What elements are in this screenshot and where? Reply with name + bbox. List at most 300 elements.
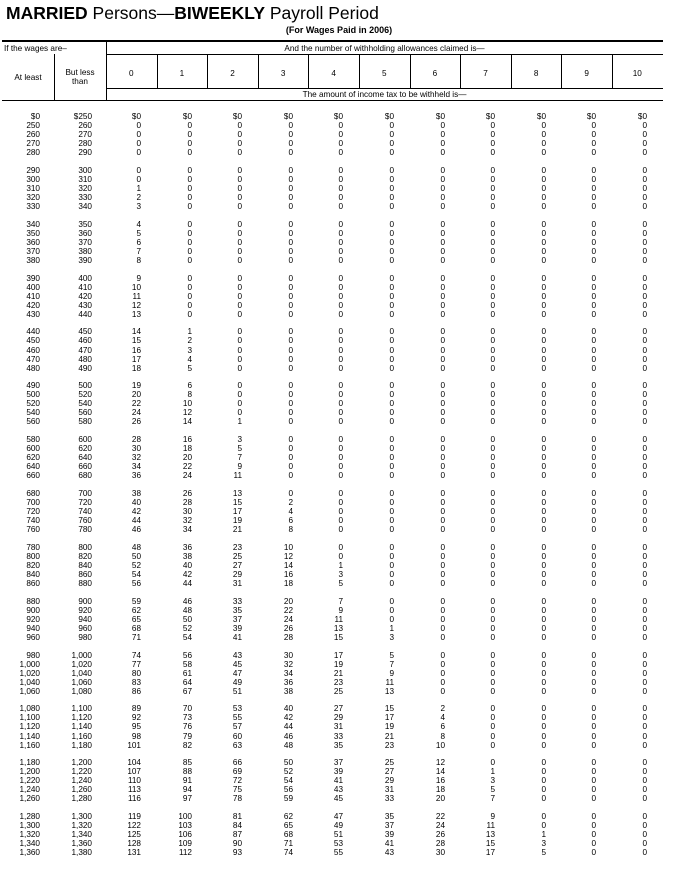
cell-at-least: 300 xyxy=(26,174,40,184)
cell-tax-3: 48 xyxy=(283,740,293,750)
cell-tax-0: 86 xyxy=(131,686,141,696)
cell-tax-7: 0 xyxy=(490,291,495,301)
cell-tax-7: 0 xyxy=(490,471,495,481)
cell-tax-8: 0 xyxy=(541,444,546,454)
cell-tax-3: 0 xyxy=(288,488,293,498)
cell-tax-6: 0 xyxy=(440,399,445,409)
cell-tax-5: 0 xyxy=(389,417,394,427)
cell-tax-5: 0 xyxy=(389,444,394,454)
cell-tax-6: 0 xyxy=(440,309,445,319)
cell-tax-6: 0 xyxy=(440,435,445,445)
cell-at-least: 1,040 xyxy=(19,677,40,687)
cell-tax-2: 39 xyxy=(232,623,242,633)
cell-tax-3: 36 xyxy=(283,677,293,687)
cell-tax-0: 42 xyxy=(131,507,141,517)
cell-but-less-than: 460 xyxy=(78,336,92,346)
cell-tax-3: 0 xyxy=(288,300,293,310)
cell-tax-0: 98 xyxy=(131,731,141,741)
cell-but-less-than: 1,360 xyxy=(71,839,92,849)
cell-tax-5: 0 xyxy=(389,130,394,140)
cell-tax-4: 39 xyxy=(333,767,343,777)
cell-tax-2: 23 xyxy=(232,542,242,552)
cell-tax-1: 109 xyxy=(178,839,192,849)
cell-tax-4: 29 xyxy=(333,713,343,723)
cell-tax-8: 0 xyxy=(541,596,546,606)
allowance-header-0: 0 xyxy=(129,69,134,78)
cell-tax-3: 28 xyxy=(283,632,293,642)
cell-but-less-than: 290 xyxy=(78,148,92,158)
cell-tax-6: 0 xyxy=(440,614,445,624)
cell-tax-3: 0 xyxy=(288,228,293,238)
cell-tax-7: 0 xyxy=(490,165,495,175)
cell-but-less-than: 1,320 xyxy=(71,821,92,831)
table-row xyxy=(0,166,678,175)
cell-tax-6: 0 xyxy=(440,148,445,158)
cell-tax-8: 0 xyxy=(541,336,546,346)
cell-tax-9: 0 xyxy=(591,614,596,624)
cell-tax-5: 0 xyxy=(389,596,394,606)
cell-tax-9: 0 xyxy=(591,193,596,202)
cell-tax-0: 15 xyxy=(131,336,141,346)
cell-tax-9: 0 xyxy=(591,686,596,696)
cell-tax-3: 8 xyxy=(288,525,293,535)
cell-tax-5: 0 xyxy=(389,174,394,184)
cell-tax-10: 0 xyxy=(642,444,647,454)
cell-tax-7: 0 xyxy=(490,202,495,212)
cell-tax-4: 0 xyxy=(338,498,343,507)
cell-tax-0: 30 xyxy=(131,444,141,454)
cell-tax-5: 0 xyxy=(389,148,394,158)
cell-tax-6: 0 xyxy=(440,183,445,193)
cell-tax-3: 38 xyxy=(283,686,293,696)
table-row xyxy=(0,462,678,471)
cell-but-less-than: 640 xyxy=(78,453,92,463)
cell-tax-8: 0 xyxy=(541,417,546,427)
table-row xyxy=(0,669,678,678)
table-row xyxy=(0,435,678,444)
cell-tax-10: 0 xyxy=(642,228,647,238)
cell-tax-0: 19 xyxy=(131,381,141,391)
cell-tax-9: 0 xyxy=(591,758,596,768)
table-row xyxy=(0,722,678,731)
cell-tax-4: 1 xyxy=(338,560,343,570)
cell-tax-8: 0 xyxy=(541,525,546,535)
cell-tax-5: 0 xyxy=(389,255,394,265)
allowance-header-10: 10 xyxy=(632,69,642,78)
cell-tax-8: 0 xyxy=(541,677,546,687)
cell-tax-2: 0 xyxy=(237,390,242,400)
cell-tax-7: 0 xyxy=(490,596,495,606)
cell-tax-10: 0 xyxy=(642,812,647,822)
cell-tax-7: 0 xyxy=(490,444,495,454)
cell-tax-4: 0 xyxy=(338,291,343,301)
cell-tax-2: 3 xyxy=(237,435,242,445)
cell-tax-3: 0 xyxy=(288,417,293,427)
table-row xyxy=(0,615,678,624)
cell-tax-4: 0 xyxy=(338,174,343,184)
cell-tax-1: 0 xyxy=(187,255,192,265)
cell-tax-2: 33 xyxy=(232,596,242,606)
cell-tax-9: 0 xyxy=(591,560,596,570)
cell-tax-1: 0 xyxy=(187,282,192,292)
cell-but-less-than: 560 xyxy=(78,408,92,418)
cell-tax-3: 46 xyxy=(283,731,293,741)
cell-but-less-than: 390 xyxy=(78,255,92,265)
cell-at-least: 1,100 xyxy=(19,713,40,723)
cell-tax-9: 0 xyxy=(591,202,596,212)
cell-tax-0: 59 xyxy=(131,596,141,606)
cell-tax-5: 11 xyxy=(385,677,394,687)
cell-but-less-than: 940 xyxy=(78,614,92,624)
cell-tax-4: 0 xyxy=(338,399,343,409)
cell-tax-0: 110 xyxy=(127,776,141,786)
cell-tax-9: 0 xyxy=(591,237,596,247)
cell-tax-0: 71 xyxy=(131,632,141,642)
cell-tax-7: 0 xyxy=(490,542,495,552)
cell-tax-4: 0 xyxy=(338,435,343,445)
cell-tax-7: 0 xyxy=(490,713,495,723)
cell-tax-7: 0 xyxy=(490,139,495,149)
cell-tax-2: 0 xyxy=(237,255,242,265)
cell-at-least: 900 xyxy=(26,605,40,615)
cell-tax-9: 0 xyxy=(591,327,596,337)
cell-tax-10: 0 xyxy=(642,704,647,714)
cell-but-less-than: 860 xyxy=(78,569,92,579)
cell-tax-4: 15 xyxy=(333,632,343,642)
allowance-divider xyxy=(359,54,360,88)
cell-tax-2: 21 xyxy=(232,525,242,535)
cell-tax-2: 47 xyxy=(232,668,242,678)
cell-tax-10: 0 xyxy=(642,839,647,849)
cell-tax-10: 0 xyxy=(642,183,647,193)
cell-tax-1: 0 xyxy=(187,219,192,229)
cell-at-least: 440 xyxy=(26,327,40,337)
wages-label: If the wages are– xyxy=(4,44,67,53)
cell-tax-3: 20 xyxy=(283,596,293,606)
table-row xyxy=(0,381,678,390)
cell-but-less-than: 600 xyxy=(78,435,92,445)
cell-tax-7: 11 xyxy=(486,821,495,831)
cell-tax-0: 68 xyxy=(131,623,141,633)
cell-tax-7: 0 xyxy=(490,336,495,346)
cell-tax-3: 59 xyxy=(283,794,293,804)
table-row xyxy=(0,256,678,265)
table-row xyxy=(0,238,678,247)
cell-but-less-than: 1,060 xyxy=(71,677,92,687)
cell-tax-1: 70 xyxy=(182,704,192,714)
cell-tax-10: 0 xyxy=(642,273,647,283)
cell-tax-0: 22 xyxy=(131,399,141,409)
cell-tax-2: 0 xyxy=(237,309,242,319)
cell-tax-10: 0 xyxy=(642,542,647,552)
cell-at-least: 580 xyxy=(26,435,40,445)
cell-tax-7: 0 xyxy=(490,525,495,535)
cell-tax-3: 0 xyxy=(288,121,293,131)
cell-tax-9: 0 xyxy=(591,596,596,606)
cell-tax-5: 0 xyxy=(389,202,394,212)
cell-tax-7: 1 xyxy=(490,767,495,777)
cell-tax-10: 0 xyxy=(642,794,647,804)
allowance-divider xyxy=(207,54,208,88)
allowance-divider xyxy=(308,54,309,88)
allowance-divider xyxy=(460,54,461,88)
cell-tax-4: 53 xyxy=(333,839,343,849)
cell-tax-7: 15 xyxy=(485,839,495,849)
cell-tax-1: 61 xyxy=(182,668,192,678)
allowance-divider xyxy=(612,54,613,88)
cell-tax-7: 0 xyxy=(490,605,495,615)
cell-tax-2: 15 xyxy=(232,498,242,507)
cell-tax-10: 0 xyxy=(642,345,647,355)
header-rule-1 xyxy=(106,54,663,55)
table-row xyxy=(0,687,678,696)
cell-but-less-than: 820 xyxy=(78,551,92,561)
cell-at-least: 480 xyxy=(26,363,40,373)
header-divider-wages xyxy=(54,54,55,100)
cell-but-less-than: 330 xyxy=(78,193,92,202)
cell-tax-10: 0 xyxy=(642,336,647,346)
cell-tax-10: 0 xyxy=(642,327,647,337)
table-row xyxy=(0,767,678,776)
cell-tax-8: 0 xyxy=(541,237,546,247)
cell-but-less-than: 1,000 xyxy=(71,650,92,660)
table-row xyxy=(0,678,678,687)
cell-at-least: 400 xyxy=(26,282,40,292)
cell-tax-7: 3 xyxy=(490,776,495,786)
cell-tax-0: 116 xyxy=(127,794,141,804)
cell-tax-7: $0 xyxy=(485,112,495,121)
cell-tax-2: 78 xyxy=(232,794,242,804)
cell-tax-8: 0 xyxy=(541,740,546,750)
cell-tax-6: 22 xyxy=(435,812,445,822)
cell-tax-2: 57 xyxy=(232,722,242,732)
cell-tax-4: 0 xyxy=(338,282,343,292)
cell-tax-7: 0 xyxy=(490,300,495,310)
cell-tax-7: 5 xyxy=(490,785,495,795)
cell-at-least: 960 xyxy=(26,632,40,642)
cell-tax-2: 0 xyxy=(237,148,242,158)
cell-tax-4: 0 xyxy=(338,255,343,265)
cell-tax-10: 0 xyxy=(642,202,647,212)
cell-tax-8: 0 xyxy=(541,435,546,445)
cell-but-less-than: 1,080 xyxy=(71,686,92,696)
cell-tax-5: 0 xyxy=(389,345,394,355)
cell-tax-1: 0 xyxy=(187,300,192,310)
cell-tax-5: 27 xyxy=(384,767,394,777)
cell-tax-10: 0 xyxy=(642,408,647,418)
cell-tax-6: 0 xyxy=(440,453,445,463)
cell-tax-9: 0 xyxy=(591,579,596,588)
cell-tax-7: 0 xyxy=(490,632,495,642)
cell-tax-4: 0 xyxy=(338,121,343,131)
cell-at-least: 1,080 xyxy=(19,704,40,714)
cell-tax-7: 0 xyxy=(490,246,495,256)
cell-tax-5: 0 xyxy=(389,462,394,472)
cell-tax-9: 0 xyxy=(591,498,596,507)
cell-tax-5: 0 xyxy=(389,560,394,570)
cell-tax-3: 4 xyxy=(288,507,293,517)
cell-tax-5: 0 xyxy=(389,605,394,615)
cell-tax-1: 103 xyxy=(178,821,192,831)
table-row xyxy=(0,184,678,193)
cell-tax-8: 0 xyxy=(541,354,546,364)
table-row xyxy=(0,516,678,525)
cell-tax-5: 25 xyxy=(384,758,394,768)
cell-but-less-than: 1,160 xyxy=(71,731,92,741)
cell-tax-9: 0 xyxy=(591,704,596,714)
table-row xyxy=(0,633,678,642)
cell-tax-8: 0 xyxy=(541,650,546,660)
cell-tax-10: 0 xyxy=(642,821,647,831)
cell-tax-2: 49 xyxy=(232,677,242,687)
cell-at-least: 1,000 xyxy=(19,659,40,669)
cell-tax-2: 63 xyxy=(232,740,242,750)
cell-tax-3: 14 xyxy=(283,560,293,570)
cell-at-least: 280 xyxy=(26,148,40,158)
cell-tax-8: 0 xyxy=(541,193,546,202)
cell-tax-0: 0 xyxy=(136,130,141,140)
cell-tax-6: 24 xyxy=(435,821,445,831)
cell-at-least: 490 xyxy=(26,381,40,391)
cell-tax-6: 0 xyxy=(440,282,445,292)
cell-tax-3: 71 xyxy=(283,839,293,849)
cell-tax-9: 0 xyxy=(591,300,596,310)
cell-tax-0: 54 xyxy=(131,569,141,579)
cell-tax-8: 0 xyxy=(541,381,546,391)
cell-tax-7: 13 xyxy=(485,830,495,840)
cell-tax-5: 0 xyxy=(389,228,394,238)
cell-tax-6: 0 xyxy=(440,668,445,678)
cell-tax-5: 0 xyxy=(389,542,394,552)
cell-tax-2: 9 xyxy=(237,462,242,472)
cell-but-less-than: 920 xyxy=(78,605,92,615)
at-least-label: At least xyxy=(14,73,42,82)
cell-tax-6: 0 xyxy=(440,623,445,633)
cell-tax-5: 0 xyxy=(389,354,394,364)
cell-tax-3: 65 xyxy=(283,821,293,831)
cell-tax-7: 0 xyxy=(490,740,495,750)
cell-tax-6: 0 xyxy=(440,121,445,131)
cell-tax-0: 80 xyxy=(131,668,141,678)
cell-tax-7: 0 xyxy=(490,174,495,184)
cell-tax-1: $0 xyxy=(182,112,192,121)
cell-tax-10: 0 xyxy=(642,579,647,588)
cell-tax-7: 0 xyxy=(490,273,495,283)
cell-but-less-than: 320 xyxy=(78,183,92,193)
table-row xyxy=(0,229,678,238)
cell-tax-6: 0 xyxy=(440,390,445,400)
cell-at-least: 360 xyxy=(26,237,40,247)
cell-tax-8: 0 xyxy=(541,668,546,678)
cell-at-least: 520 xyxy=(26,399,40,409)
cell-tax-1: 94 xyxy=(182,785,192,795)
cell-tax-6: 0 xyxy=(440,488,445,498)
cell-at-least: 340 xyxy=(26,219,40,229)
cell-tax-3: 40 xyxy=(283,704,293,714)
cell-tax-6: 26 xyxy=(435,830,445,840)
cell-tax-3: 0 xyxy=(288,130,293,140)
table-row xyxy=(0,247,678,256)
cell-tax-10: 0 xyxy=(642,246,647,256)
cell-but-less-than: 580 xyxy=(78,417,92,427)
cell-tax-8: 0 xyxy=(541,812,546,822)
cell-tax-6: 0 xyxy=(440,596,445,606)
cell-at-least: 1,320 xyxy=(19,830,40,840)
table-row xyxy=(0,741,678,750)
cell-tax-3: 0 xyxy=(288,291,293,301)
cell-tax-0: 113 xyxy=(127,785,141,795)
table-row xyxy=(0,453,678,462)
amount-label: The amount of income tax to be withheld is— xyxy=(302,90,467,99)
cell-tax-9: 0 xyxy=(591,354,596,364)
cell-tax-6: 0 xyxy=(440,174,445,184)
cell-tax-3: 10 xyxy=(283,542,293,552)
cell-tax-9: 0 xyxy=(591,848,596,858)
cell-tax-10: 0 xyxy=(642,282,647,292)
cell-tax-9: 0 xyxy=(591,453,596,463)
cell-at-least: 1,280 xyxy=(19,812,40,822)
cell-but-less-than: 1,020 xyxy=(71,659,92,669)
cell-tax-8: 0 xyxy=(541,183,546,193)
cell-tax-3: 0 xyxy=(288,237,293,247)
cell-tax-10: 0 xyxy=(642,740,647,750)
cell-tax-5: 37 xyxy=(384,821,394,831)
cell-tax-8: 0 xyxy=(541,399,546,409)
cell-tax-2: 0 xyxy=(237,336,242,346)
cell-tax-2: 35 xyxy=(232,605,242,615)
cell-tax-7: 0 xyxy=(490,435,495,445)
cell-tax-8: 0 xyxy=(541,453,546,463)
cell-tax-10: 0 xyxy=(642,659,647,669)
cell-tax-1: 38 xyxy=(182,551,192,561)
table-row xyxy=(0,408,678,417)
cell-tax-2: 53 xyxy=(232,704,242,714)
cell-tax-2: 0 xyxy=(237,121,242,131)
cell-tax-1: 8 xyxy=(187,390,192,400)
table-row xyxy=(0,785,678,794)
cell-tax-10: 0 xyxy=(642,165,647,175)
cell-but-less-than: 680 xyxy=(78,471,92,481)
cell-tax-1: 16 xyxy=(182,435,192,445)
allowance-divider xyxy=(561,54,562,88)
cell-tax-4: 13 xyxy=(333,623,343,633)
cell-tax-7: 9 xyxy=(490,812,495,822)
cell-tax-8: 0 xyxy=(541,659,546,669)
cell-tax-8: 0 xyxy=(541,776,546,786)
cell-tax-5: 0 xyxy=(389,327,394,337)
cell-but-less-than: 360 xyxy=(78,228,92,238)
cell-tax-1: 28 xyxy=(182,498,192,507)
cell-tax-0: 46 xyxy=(131,525,141,535)
cell-tax-7: 0 xyxy=(490,623,495,633)
cell-tax-1: 44 xyxy=(182,579,192,588)
cell-tax-6: 14 xyxy=(435,767,445,777)
cell-tax-4: 43 xyxy=(333,785,343,795)
cell-tax-0: 65 xyxy=(131,614,141,624)
cell-tax-2: 81 xyxy=(232,812,242,822)
cell-tax-8: 0 xyxy=(541,794,546,804)
cell-tax-3: 22 xyxy=(283,605,293,615)
cell-tax-1: 36 xyxy=(182,542,192,552)
cell-at-least: 820 xyxy=(26,560,40,570)
cell-tax-7: 7 xyxy=(490,794,495,804)
cell-tax-4: 0 xyxy=(338,193,343,202)
cell-tax-6: 0 xyxy=(440,345,445,355)
cell-tax-0: 34 xyxy=(131,462,141,472)
cell-tax-10: 0 xyxy=(642,686,647,696)
cell-tax-8: 0 xyxy=(541,686,546,696)
cell-tax-1: 20 xyxy=(182,453,192,463)
